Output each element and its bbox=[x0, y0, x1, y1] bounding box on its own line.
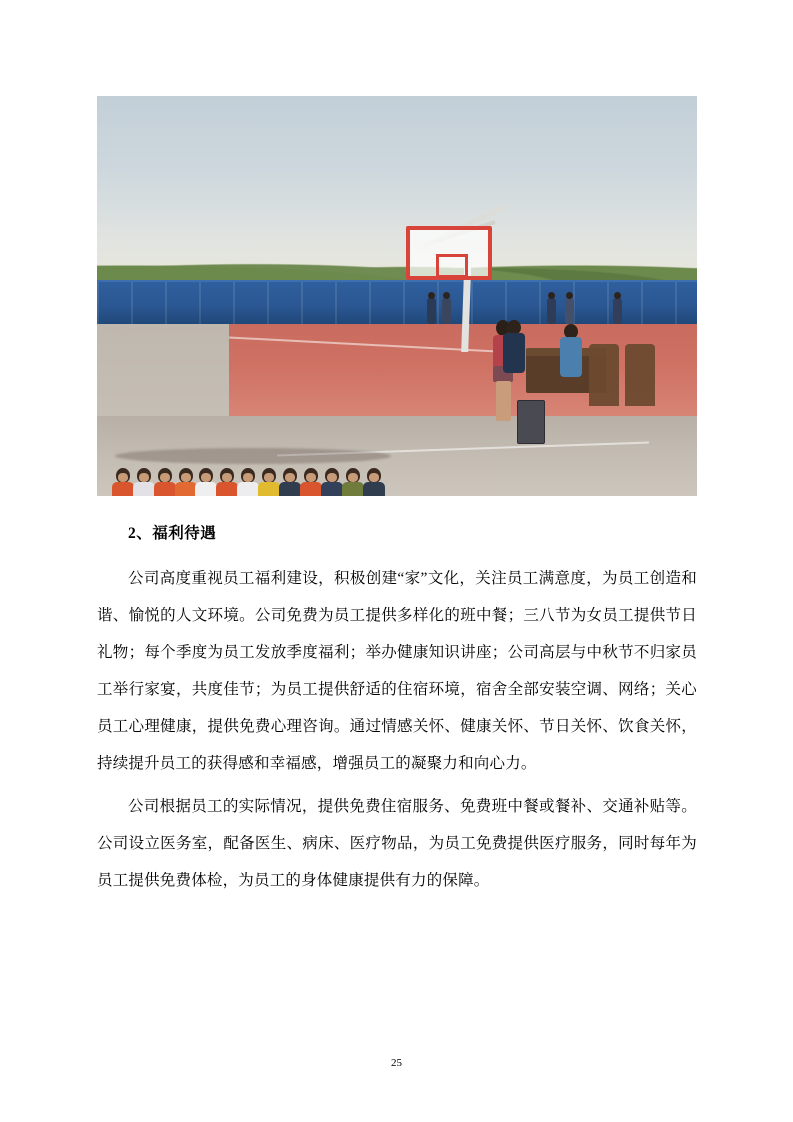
page-content bbox=[97, 96, 697, 899]
basketball-court-photo bbox=[97, 96, 697, 496]
photo-chair bbox=[625, 344, 655, 406]
photo-player-row bbox=[103, 288, 451, 468]
photo-player-shadow bbox=[115, 448, 391, 464]
photo-canvas bbox=[97, 96, 697, 496]
photo-trolley-bag bbox=[517, 400, 545, 444]
section-heading: 2、福利待遇 bbox=[128, 525, 217, 542]
photo-backboard bbox=[406, 226, 492, 280]
paragraph-benefits-services: 公司根据员工的实际情况，提供免费住宿服务、免费班中餐或餐补、交通补贴等。公司设立医务室，配备医生、病床、医疗物品，为员工免费提供医疗服务，同时每年为员工提供免费体检，为员工的身体健康提供有力的保障。 bbox=[97, 798, 697, 889]
photo-seated-person bbox=[559, 324, 583, 380]
photo-background-figure bbox=[613, 298, 622, 324]
page-number: 25 bbox=[391, 1057, 402, 1069]
paragraph-benefits-overview: 公司高度重视员工福利建设，积极创建“家”文化，关注员工满意度，为员工创造和谐、愉悦的人文环境。公司免费为员工提供多样化的班中餐；三八节为女员工提供节日礼物；每个季度为员工发放季度福利；举办健康知识讲座；公司高层与中秋节不归家员工举行家宴，共度佳节；为员工提供舒适的住宿环境，宿舍全部安装空调、网络；关心员工心理健康，提供免费心理咨询。通过情感关怀、健康关怀、节日关怀、饮食关怀，持续提升员工的获得感和幸福感，增强员工的凝聚力和向心力。 bbox=[97, 570, 697, 772]
photo-chair bbox=[589, 344, 619, 406]
photo-seated-person bbox=[502, 320, 526, 376]
photo-background-figure bbox=[565, 298, 574, 324]
photo-backboard-square bbox=[436, 254, 468, 278]
photo-background-figure bbox=[547, 298, 556, 324]
